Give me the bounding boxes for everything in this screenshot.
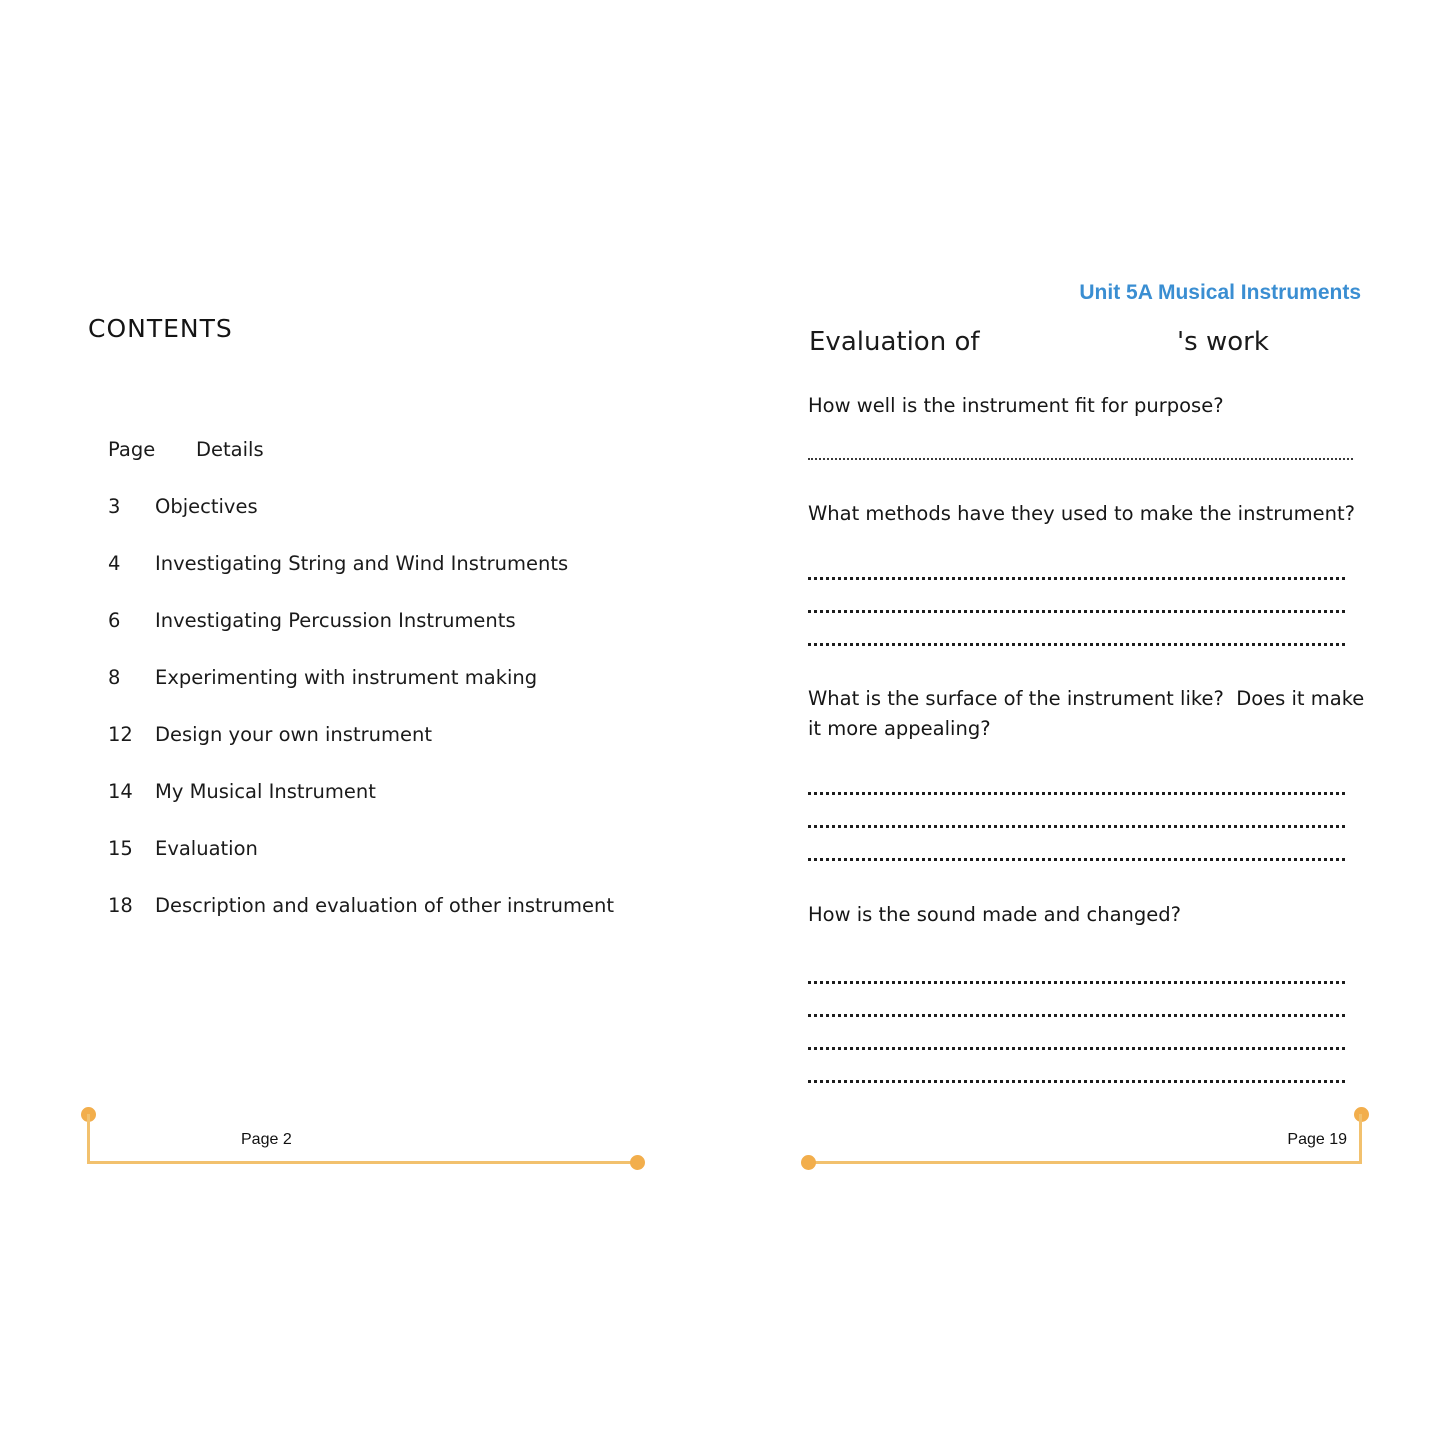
question-text: How is the sound made and changed? [808,903,1181,926]
answer-line [808,643,1345,646]
answer-line [808,858,1345,861]
contents-page-number: 12 [108,723,133,746]
contents-detail: Design your own instrument [155,723,432,746]
contents-row [108,495,614,552]
footer-ornament-line [1359,1114,1362,1164]
contents-page-number: 15 [108,837,133,860]
contents-row [108,723,614,780]
answer-line [808,577,1345,580]
contents-detail: Investigating Percussion Instruments [155,609,516,632]
question-text: What methods have they used to make the instrument? [808,502,1355,525]
footer-ornament-dot [630,1155,645,1170]
contents-row [108,609,614,666]
contents-detail: Objectives [155,495,258,518]
contents-row [108,837,614,894]
footer-ornament-dot [801,1155,816,1170]
answer-line [808,981,1345,984]
contents-page-number: 3 [108,495,121,518]
footer-ornament-line [808,1161,1361,1164]
contents-detail: Evaluation [155,837,258,860]
answer-line [808,1014,1345,1017]
contents-row [108,780,614,837]
question-text: What is the surface of the instrument like? Does it make it more appealing? [808,687,1371,740]
contents-row [108,894,614,951]
evaluation-title-prefix: Evaluation of [809,327,980,357]
answer-line [808,825,1345,828]
contents-detail: Experimenting with instrument making [155,666,538,689]
evaluation-title [809,327,1365,357]
contents-header-row [108,438,614,495]
contents-page-number: 14 [108,780,133,803]
contents-page-number: 8 [108,666,121,689]
question-text: How well is the instrument fit for purpose? [808,394,1224,417]
evaluation-title-suffix: 's work [1177,327,1269,357]
contents-header-details: Details [196,438,264,461]
contents-title: CONTENTS [88,314,233,343]
left-page-number: Page 2 [241,1131,292,1148]
contents-table [108,438,614,951]
contents-header-page: Page [108,438,156,461]
footer-ornament-line [87,1114,90,1164]
contents-detail: Description and evaluation of other instrument [155,894,615,917]
answer-line [808,610,1345,613]
contents-page-number: 4 [108,552,121,575]
contents-row [108,666,614,723]
footer-ornament-line [87,1161,638,1164]
contents-page-number: 18 [108,894,133,917]
answer-line [808,1080,1345,1083]
right-page-number: Page 19 [1287,1131,1347,1148]
contents-detail: My Musical Instrument [155,780,376,803]
contents-page-number: 6 [108,609,121,632]
unit-header: Unit 5A Musical Instruments [1079,281,1361,304]
answer-line [808,1047,1345,1050]
answer-line [808,458,1353,460]
contents-detail: Investigating String and Wind Instruments [155,552,569,575]
contents-row [108,552,614,609]
answer-line [808,792,1345,795]
